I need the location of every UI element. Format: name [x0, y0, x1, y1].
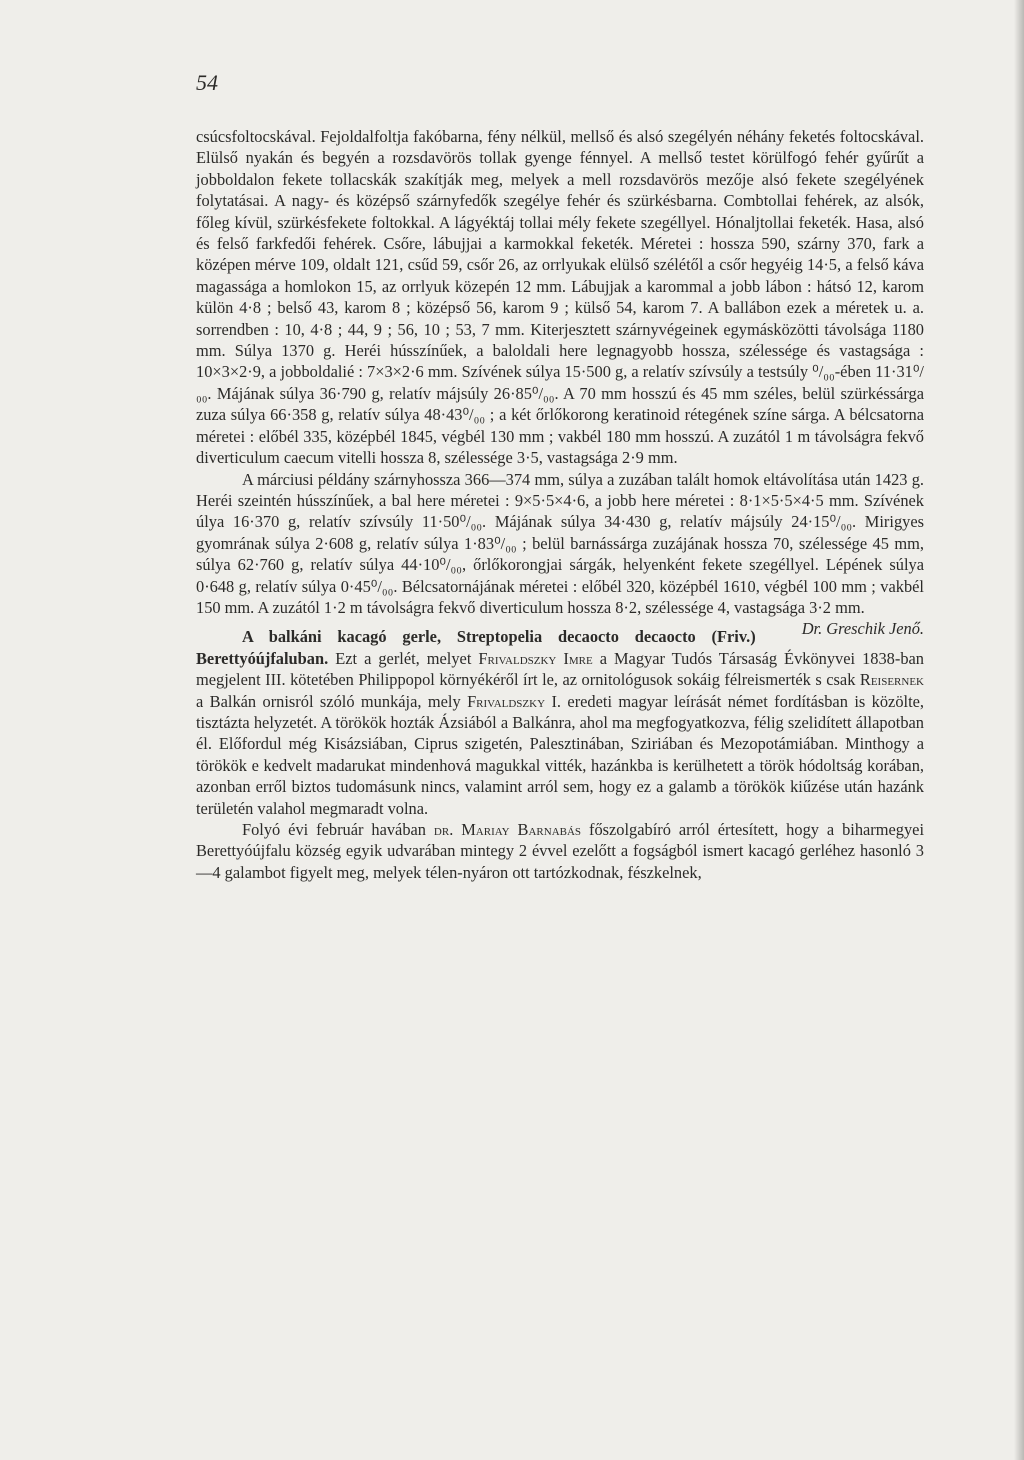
paragraph-1: csúcsfoltocskával. Fejoldalfoltja fakóbarna, fény nélkül, mellső és alsó szegélyén néhány feketés foltocskával. Elülső nyakán és begyén a rozsdavörös tollak gyenge fénnyel. A mellső testet körülfogó fehér gyűrűt a jobboldalon fekete tollacskák szakítják meg, melyek a mell rozsdavörös mezője alsó fekete szegélyének folytatásai. A nagy- és középső szárnyfedők szegélye fehér és szürkésbarna. Combtollai fehérek, az alsók, főleg kívül, szürkésfekete foltokkal. A lágyéktáj tollai mély fekete szegéllyel. Hónaljtollai feketék. Hasa, alsó és felső farkfedői fehérek. Csőre, lábujjai a karmokkal feketék. Méretei : hossza 590, szárny 370, fark a középen mérve 109, oldalt 121, csűd 59, csőr 26, az orrlyukak elülső szélétől a csőr hegyéig 14·5, a felső káva magassága a homlokon 15, az orrlyuk közepén 12 mm. Lábujjak a karommal a jobb lábon : hátsó 12, karom külön 4·8 ; belső 43, karom 8 ; középső 56, karom 9 ; külső 54, karom 7. A ballábon ezek a méretek u. a. sorrendben : 10, 4·8 ; 44, 9 ; 56, 10 ; 53, 7 mm. Kiterjesztett szárnyvégeinek egymásközötti távolsága 1180 mm. Súlya 1370 g. Heréi hússzínűek, a baloldali here legnagyobb hossza, szélessége és vastagsága : 10×3×2·9, a jobboldalié : 7×3×2·6 mm. Szívének súlya 15·500 g, a relatív szívsúly a testsúly ⁰/₀₀-ében 11·31⁰/₀₀. Májának súlya 36·790 g, relatív májsúly 26·85⁰/₀₀. A 70 mm hosszú és 45 mm széles, belül szürkéssárga zuza súlya 66·358 g, relatív súlya 48·43⁰/₀₀ ; a két őrlőkorong keratinoid rétegének színe sárga. A bélcsatorna méretei : előbél 335, középbél 1845, végbél 130 mm ; vakbél 180 mm hosszú. A zuzától 1 m távolságra fekvő diverticulum caecum vitelli hossza 8, szélessége 3·5, vastagsága 2·9 mm.: [196, 127, 924, 468]
paragraph-3-text-b: a Magyar Tudós Társaság Évkönyvei 1838-ban megjelent III. kötetében Philippopol környékéről írt le, az ornitológusok sokáig félreismerték s csak: [196, 648, 924, 690]
author-name-frivaldszky-2: Frivaldszky: [467, 691, 546, 711]
page-number: 54: [196, 70, 218, 95]
author-signature: Dr. Greschik Jenő.: [801, 619, 924, 639]
paragraph-3-text-c: a Balkán ornisról szóló munkája, mely: [196, 691, 468, 711]
paragraph-3-text-a: Ezt a gerlét, melyet: [328, 648, 479, 668]
article-heading: A balkáni kacagó gerle, Streptopelia decaocto decaocto (Friv.) Berettyóújfaluban.: [196, 627, 756, 668]
paragraph-4: [196, 819, 924, 883]
paragraph-4-text-a: Folyó évi február havában: [242, 820, 434, 839]
page-edge-shadow: [1014, 0, 1024, 1460]
paragraph-3: [196, 626, 924, 819]
paragraph-3-text-d: I. eredeti magyar leírását német fordításban is közölte, tisztázta helyzetét. A törökök hozták Ázsiából a Balkánra, ahol ma megfogyatkozva, félig szelidített állapotban él. Előfordul még Kisázsiában, Ciprus szigetén, Palesztinában, Sziriában és Mezopotámiában. Minthogy a törökök e kedvelt madarukat mindenhová magukkal vitték, hazánkba is kerülhetett a török hódoltság korában, azonban erről biztos tudomásunk nincs, valamint arról sem, hogy ez a galamb a törökök kiűzése után hazánk területén valahol megmaradt volna.: [196, 691, 924, 818]
author-name-reiser: Reisernek: [859, 670, 924, 690]
paragraph-2-text: A márciusi példány szárnyhossza 366—374 mm, súlya a zuzában talált homok eltávolítása után 1423 g. Heréi szeintén hússzínűek, a bal here méretei : 9×5·5×4·6, a jobb here méretei : 8·1×5·5×4·5 mm. Szívének úlya 16·370 g, relatív szívsúly 11·50⁰/₀₀. Májának súlya 34·430 g, relatív májsúly 24·15⁰/₀₀. Mirigyes gyomrának súlya 2·608 g, relatív súlya 1·83⁰/₀₀ ; belül barnássárga zuzájának hossza 70, szélessége 45 mm, súlya 62·760 g, relatív súlya 44·10⁰/₀₀, őrlőkorongjai sárgák, helyenként fekete szegéllyel. Lépének súlya 0·648 g, relatív súlya 0·45⁰/₀₀. Bélcsatornájának méretei : előbél 320, középbél 1610, végbél 100 mm ; vakbél 150 mm. A zuzától 1·2 m távolságra fekvő diverticulum hossza 8·2, szélessége 4, vastagsága 3·2 mm.: [196, 469, 924, 617]
paragraph-2: [196, 469, 924, 639]
paragraph-4-text-b: főszolgabíró arról értesített, hogy a biharmegyei Berettyóújfalu község egyik udvarában mintegy 2 évvel ezelőtt a fogságból ismert kacagó gerléhez hasonló 3—4 galambot figyelt meg, melyek télen-nyáron ott tartózkodnak, fészkelnek,: [196, 820, 925, 882]
body-text: [196, 126, 924, 883]
person-name-mariay: dr. Mariay Barnabás: [433, 820, 582, 839]
author-name-frivaldszky: Frivaldszky Imre: [478, 648, 593, 668]
